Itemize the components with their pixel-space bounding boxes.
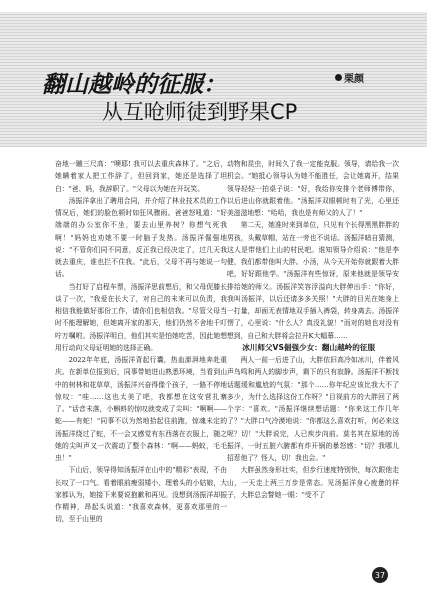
- section-subheading: 冰川师父VS倔强少女：翻山越岭的征服: [242, 342, 376, 352]
- body-paragraph: 第二天，她准时来到单位，只见有个长得黑黑胖胖的男孩，头戴草帽，站在一旁也不说话。汤振洋暗自猜测，这人是带他们上山的村民吧。谁知领导介绍说："他是李健，我们都带他叫大胖。小汤，从今天开始你就跟着大胖吧，好好跟他学。"汤振洋有些惊讶，原来他就是领导安排给她的师父。汤振洋笑容浮溢向大胖伸出手："你好，我叫汤振洋，以后还请多多关照！"大胖的目光在她身上一打量，却面无表情地双手插入裤袋，转身离去。汤振洋愣了，心里说："什么人？真没礼貌！"而对的她也对没有想到，自己和大胖将会拉开K大幅幕……: [227, 221, 399, 340]
- body-paragraph: 两人一前一后进了山，大胖依旧高冷如冰川，伴着风声鸟鸣和两人的脚步声，剩下的只有寂静。汤振洋不断找话题缓和尴尬的气氛："那个……你年纪应该比我大不了多少，为什么选择这份工作呀？"目视前方的大胖回了两个字："喜欢。"汤振洋继续想话题："你来这工作几年了？"大胖口气冷漠地说："你都这么喜欢打听，何必来这呢？切！"大胖说完，人已疾步向前。莫名其在原地的汤振洋，一时五脏六腑都有炸开锅的暴怒感："切？我哪儿招惹他了？怪人，切！我也会。": [227, 356, 399, 462]
- body-paragraph: 汤振洋拿出了聘用合同，并介绍了林业技术员的工作情况后，她们的脸色顿时如狂风骤雨。爸爸怒吼道："好端端的办公室你不坐，要去山里养树？你想气死我啊！"妈妈也劝她不要一时脑子发热。汤振洋倔强地说："不管你们同不同意，反正我已经决定了，过几天我就去重庆，谁也拦不住我。"此后，父母不再与她说一句话。: [55, 196, 227, 279]
- body-paragraph: 2022年年底，汤振洋背起行囊，热血澎湃地奔赴重庆。在新单位报到后，同事带她进山熟悉环境，当看到山中的树林和花草草，汤振洋兴奋得像个孩子，一路不停地惊叹："哇……这也太美了吧，我都想在这安营扎寨了。"话音未落，小蝌蚪的惊叹就变成了尖叫："啊啊——蛇——有蛇！"同事不以为然地拾起往前跑，惊魂未定的汤振洋绕过了蛇，不一会又感觉有东西落在衣服上，随之她的尖叫声又一次震动了整个森林："啊——蚂蚁，毛毛虫！": [55, 356, 227, 462]
- body-paragraph: 当打好了启程车票，汤振洋思前想后，和父母促膝长谈了一次，"我爱在长大了，对自己的未来可以负责，我相信我能做好那份工作，请你们也相信我。"尽管父母当时不能理解她，但她离开家的那天，他们仍然不舍地千叮咛万嘱咐。汤振洋明白，他们其实是怕她吃苦，因此她想用行动向父母证明她的选择正确。: [55, 282, 227, 352]
- page-number-badge: 37: [372, 567, 388, 583]
- article-subtitle: 从互呛师徒到野果CP: [102, 100, 298, 124]
- body-paragraph: 下山后，领导得知汤振洋在山中的"精彩"表现，不由长叹了一口气。看着眼前瘦弱矮小、理着头的小姑娘，大家都认为，她接下来要说抱歉和再见。没想到汤振洋却振作精神，昂起头说道："我喜欢森林，更喜欢那里的一切，至于山里的: [55, 466, 227, 524]
- body-paragraph: 大胖虽然身形壮实，但步行速度特别快，每次跟他走山，一天走上两三万步是常态。见汤振洋身心疲惫的样子，大胖总会瞥她一眼："受不了: [227, 466, 399, 499]
- author-byline: [335, 70, 364, 85]
- body-paragraph: 奋地一蹦三尺高："噢耶! 我可以去重庆森林了。"之后，她瞒着家人把工作辞了，但回到家，她还是选择了坦白："爸、妈，我辞职了。"父母以为她在开玩笑。: [55, 160, 227, 193]
- bullet-icon: [335, 74, 342, 81]
- author-name: 栗颜: [344, 74, 364, 85]
- article-title: 翻山越岭的征服：: [42, 71, 226, 98]
- right-text-column: [227, 158, 399, 501]
- body-paragraph: 动物和昆虫，时间久了我一定能克服。领导，请给我一次机会。"她抵心领导认为她不能胜任，会让她离开，结果领导轻轻一拍桌子说："好，我给你安排个老师傅带你，以后进山你就跟着他。"汤振洋双眼顿时有了光，心里还美滋滋地想："哈哈，我也是有师父的人了！": [227, 160, 399, 217]
- left-text-column: [55, 158, 227, 526]
